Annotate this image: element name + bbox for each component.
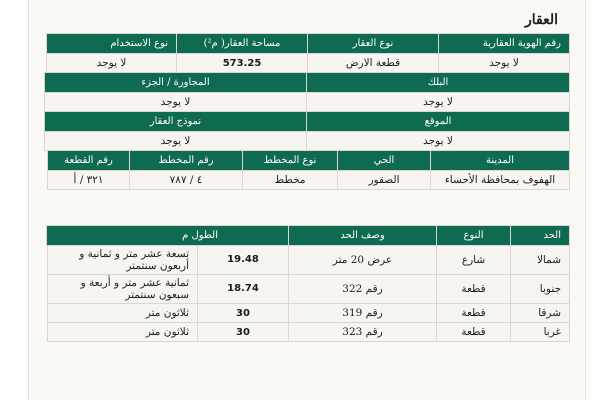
boundary-length: 30 bbox=[197, 322, 289, 342]
boundary-type: قطعة bbox=[436, 274, 511, 304]
header-city: المدينة bbox=[430, 150, 570, 171]
header-usage-type: نوع الاستخدام bbox=[46, 33, 177, 54]
header-boundary-side: الحد bbox=[510, 225, 570, 246]
boundary-type: شارع bbox=[436, 245, 511, 275]
value-plan-type: مخطط bbox=[242, 170, 338, 190]
boundary-description: عرض 20 متر bbox=[288, 245, 437, 275]
header-location: الموقع bbox=[306, 111, 570, 132]
location-header-row bbox=[44, 112, 570, 132]
header-boundary-length: الطول م bbox=[46, 225, 289, 246]
header-district: الحي bbox=[337, 150, 431, 171]
boundary-length-words: ثمانية عشر متر و أربعة و سبعون سنتمتر bbox=[47, 274, 198, 304]
boundary-description: رقم 319 bbox=[288, 303, 437, 323]
boundary-type: قطعة bbox=[436, 322, 511, 342]
header-property-model: نموذج العقار bbox=[44, 111, 307, 132]
value-block: لا يوجد bbox=[306, 92, 570, 112]
value-property-type: قطعة الارض bbox=[307, 53, 439, 73]
header-neighborhood-part: المجاورة / الجزء bbox=[44, 72, 307, 93]
boundary-length-words: ثلاثون متر bbox=[47, 322, 198, 342]
value-property-id: لا يوجد bbox=[438, 53, 570, 73]
header-block: البلك bbox=[306, 72, 570, 93]
section-title: العقار bbox=[524, 12, 558, 28]
value-property-area: 573.25 bbox=[176, 53, 308, 73]
value-usage-type: لا يوجد bbox=[46, 53, 177, 73]
boundary-row bbox=[44, 275, 570, 304]
boundary-length-words: ثلاثون متر bbox=[47, 303, 198, 323]
header-property-type: نوع العقار bbox=[307, 33, 439, 54]
block-header-row bbox=[44, 73, 570, 93]
header-property-id: رقم الهوية العقارية bbox=[438, 33, 570, 54]
boundaries-table bbox=[44, 226, 570, 342]
boundary-length: 19.48 bbox=[197, 245, 289, 275]
header-plot-number: رقم القطعة bbox=[47, 150, 130, 171]
header-boundary-description: وصف الحد bbox=[288, 225, 437, 246]
boundary-length: 30 bbox=[197, 303, 289, 323]
boundary-description: رقم 323 bbox=[288, 322, 437, 342]
boundary-side: جنوبا bbox=[510, 274, 570, 304]
city-header-row bbox=[44, 151, 570, 171]
header-plan-number: رقم المخطط bbox=[129, 150, 243, 171]
value-plan-number: ٤ / ٧٨٧ bbox=[129, 170, 243, 190]
boundaries-header-row bbox=[44, 226, 570, 246]
boundary-side: شرقا bbox=[510, 303, 570, 323]
value-neighborhood-part: لا يوجد bbox=[44, 92, 307, 112]
header-property-area: مساحة العقار( م²) bbox=[176, 33, 308, 54]
boundary-row bbox=[44, 304, 570, 323]
block-value-row bbox=[44, 93, 570, 112]
boundary-row bbox=[44, 323, 570, 342]
value-plot-number: ٣٢١ / أ bbox=[47, 170, 130, 190]
boundary-length: 18.74 bbox=[197, 274, 289, 304]
boundary-row bbox=[44, 246, 570, 275]
property-header-row bbox=[44, 34, 570, 54]
property-table bbox=[44, 34, 570, 190]
boundary-side: غربا bbox=[510, 322, 570, 342]
value-district: الصقور bbox=[337, 170, 431, 190]
value-city: الهفوف بمحافظة الأحساء bbox=[430, 170, 570, 190]
property-value-row bbox=[44, 54, 570, 73]
value-location: لا يوجد bbox=[306, 131, 570, 151]
city-value-row bbox=[44, 171, 570, 190]
header-boundary-type: النوع bbox=[436, 225, 511, 246]
boundary-type: قطعة bbox=[436, 303, 511, 323]
boundary-length-words: تسعة عشر متر و ثمانية و أربعون سنتمتر bbox=[47, 245, 198, 275]
location-value-row bbox=[44, 132, 570, 151]
header-plan-type: نوع المخطط bbox=[242, 150, 338, 171]
boundary-side: شمالا bbox=[510, 245, 570, 275]
boundary-description: رقم 322 bbox=[288, 274, 437, 304]
value-property-model: لا يوجد bbox=[44, 131, 307, 151]
